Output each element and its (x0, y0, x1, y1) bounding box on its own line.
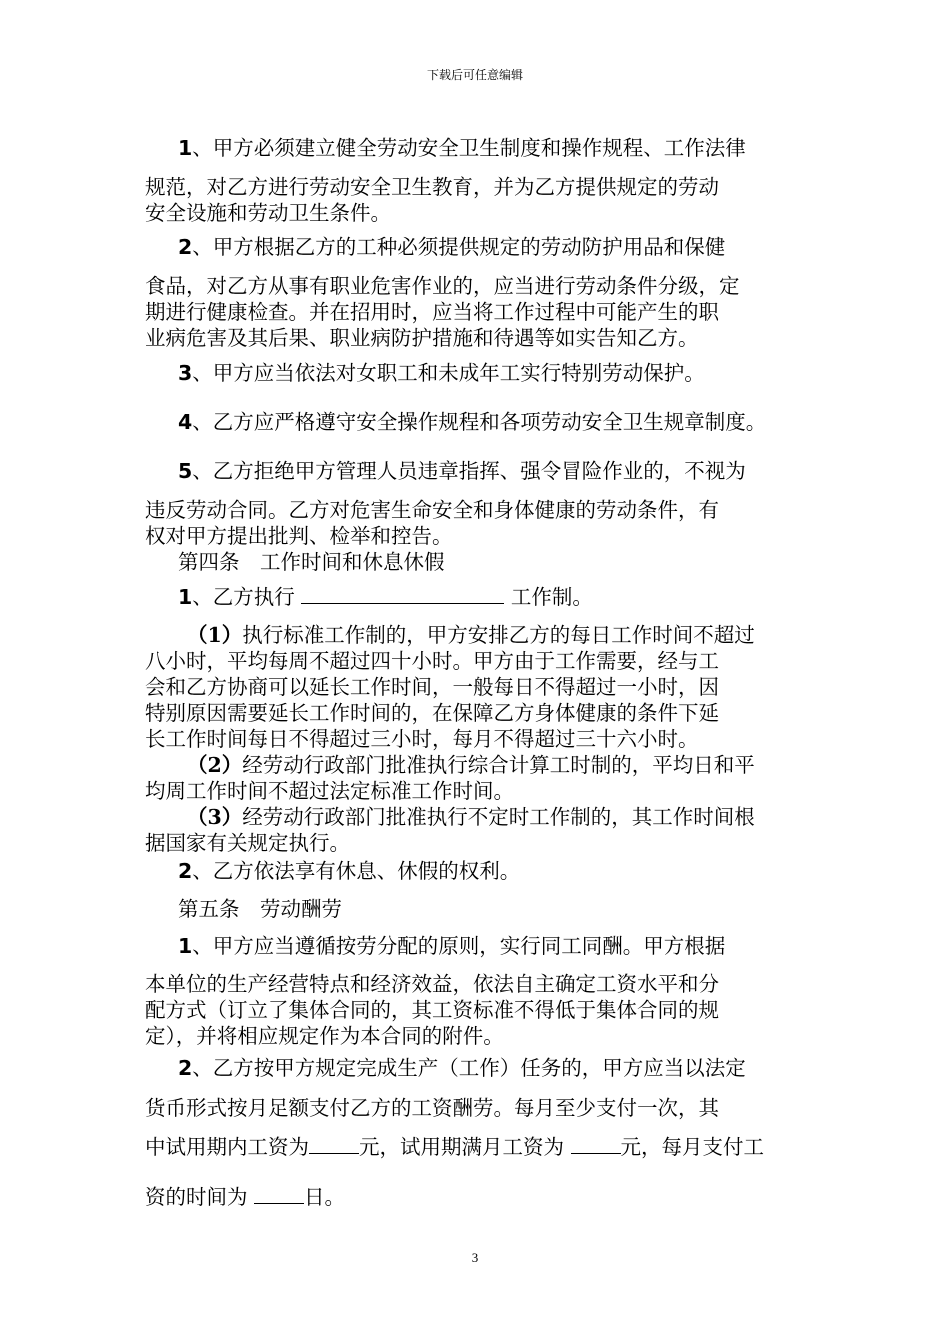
monthly-salary-blank (571, 1135, 621, 1154)
paragraph-5 (145, 458, 810, 484)
text: 、乙方拒绝甲方管理人员违章指挥、强令冒险作业的，不视为 (192, 459, 746, 483)
line: 八小时，平均每周不超过四十小时。甲方由于工作需要，经与工 (145, 649, 719, 673)
line (145, 1055, 810, 1081)
paragraph-1 (145, 135, 810, 161)
text: 工作制。 (504, 585, 593, 609)
article-5-title: 第五条 劳动酬劳 (178, 897, 342, 921)
article-5-item-2-l4 (145, 1184, 810, 1210)
item-number: 1 (178, 136, 193, 160)
page-header: 下载后可任意编辑 (426, 68, 523, 82)
text: 资的时间为 (145, 1185, 255, 1209)
item-number: 2 (178, 859, 193, 883)
line (145, 409, 810, 435)
item-number: 4 (178, 410, 193, 434)
line (145, 234, 810, 260)
article-5-item-2-l3 (145, 1134, 810, 1160)
item-number: 2 (178, 235, 193, 259)
paragraph-3 (145, 360, 810, 386)
text: 日。 (304, 1185, 346, 1209)
paragraph-2 (145, 234, 810, 260)
text: 、甲方应当遵循按劳分配的原则，实行同工同酬。甲方根据 (192, 934, 726, 958)
item-number: 3 (178, 361, 193, 385)
article-5-item-2-l2 (145, 1095, 810, 1121)
sub-number: （3） (187, 805, 243, 829)
line: 食品，对乙方从事有职业危害作业的，应当进行劳动条件分级，定 (145, 274, 740, 298)
line (145, 858, 810, 884)
line (145, 1134, 810, 1160)
work-system-blank (301, 585, 504, 604)
line (145, 458, 810, 484)
item-number: 1 (178, 934, 193, 958)
line: 配方式（订立了集体合同的，其工资标准不得低于集体合同的规 (145, 998, 719, 1022)
line: 特别原因需要延长工作时间的，在保障乙方身体健康的条件下延 (145, 701, 719, 725)
article-5 (145, 896, 810, 922)
article-4-title: 第四条 工作时间和休息休假 (178, 550, 445, 574)
paragraph-4 (145, 409, 810, 435)
line: 均周工作时间不超过法定标准工作时间。 (145, 779, 514, 803)
line: 权对甲方提出批判、检举和控告。 (145, 524, 453, 548)
text: 元，每月支付工 (620, 1135, 765, 1159)
line: 本单位的生产经营特点和经济效益，依法自主确定工资水平和分 (145, 972, 719, 996)
line: 货币形式按月足额支付乙方的工资酬劳。每月至少支付一次，其 (145, 1096, 719, 1120)
paragraph-2-cont (145, 273, 810, 351)
article-5-item-1 (145, 933, 810, 959)
text: 、乙方执行 (192, 585, 302, 609)
line (145, 933, 810, 959)
line: 会和乙方协商可以延长工作时间，一般每日不得超过一小时，因 (145, 675, 719, 699)
line: 期进行健康检查。并在招用时，应当将工作过程中可能产生的职 (145, 300, 719, 324)
paragraph-5-cont (145, 497, 810, 575)
line (145, 804, 810, 830)
line: 业病危害及其后果、职业病防护措施和待遇等如实告知乙方。 (145, 326, 699, 350)
line: 定），并将相应规定作为本合同的附件。 (145, 1024, 504, 1048)
article-5-item-1-cont (145, 971, 810, 1049)
item-number: 2 (178, 1056, 193, 1080)
sub-number: （1） (187, 623, 243, 647)
article-4-item-2 (145, 858, 810, 884)
line (145, 360, 810, 386)
line (145, 584, 810, 610)
line (145, 1184, 810, 1210)
probation-salary-blank (309, 1135, 359, 1154)
pay-day-blank (254, 1185, 304, 1204)
text: 、乙方应严格遵守安全操作规程和各项劳动安全卫生规章制度。 (192, 410, 767, 434)
text: 经劳动行政部门批准执行不定时工作制的，其工作时间根 (242, 805, 755, 829)
item-number: 5 (178, 459, 193, 483)
text: 、甲方应当依法对女职工和未成年工实行特别劳动保护。 (192, 361, 705, 385)
line: 规范，对乙方进行劳动安全卫生教育，并为乙方提供规定的劳动 (145, 175, 719, 199)
text: 、乙方依法享有休息、休假的权利。 (192, 859, 521, 883)
text: 经劳动行政部门批准执行综合计算工时制的，平均日和平 (242, 753, 755, 777)
line: 据国家有关规定执行。 (145, 831, 350, 855)
sub-items (145, 622, 810, 856)
line: 安全设施和劳动卫生条件。 (145, 201, 391, 225)
article-5-item-2 (145, 1055, 810, 1081)
paragraph-1-cont (145, 174, 810, 226)
line (145, 135, 810, 161)
text: 、甲方必须建立健全劳动安全卫生制度和操作规程、工作法律 (192, 136, 746, 160)
item-number: 1 (178, 585, 193, 609)
page-number: 3 (471, 1250, 479, 1265)
line (145, 752, 810, 778)
text: 元，试用期满月工资为 (359, 1135, 571, 1159)
article-4-item-1 (145, 584, 810, 610)
text: 中试用期内工资为 (145, 1135, 309, 1159)
text: 、乙方按甲方规定完成生产（工作）任务的，甲方应当以法定 (192, 1056, 746, 1080)
line: 违反劳动合同。乙方对危害生命安全和身体健康的劳动条件，有 (145, 498, 719, 522)
line (145, 622, 810, 648)
text: 执行标准工作制的，甲方安排乙方的每日工作时间不超过 (242, 623, 755, 647)
sub-number: （2） (187, 753, 243, 777)
line: 长工作时间每日不得超过三小时，每月不得超过三十六小时。 (145, 727, 699, 751)
text: 、甲方根据乙方的工种必须提供规定的劳动防护用品和保健 (192, 235, 726, 259)
